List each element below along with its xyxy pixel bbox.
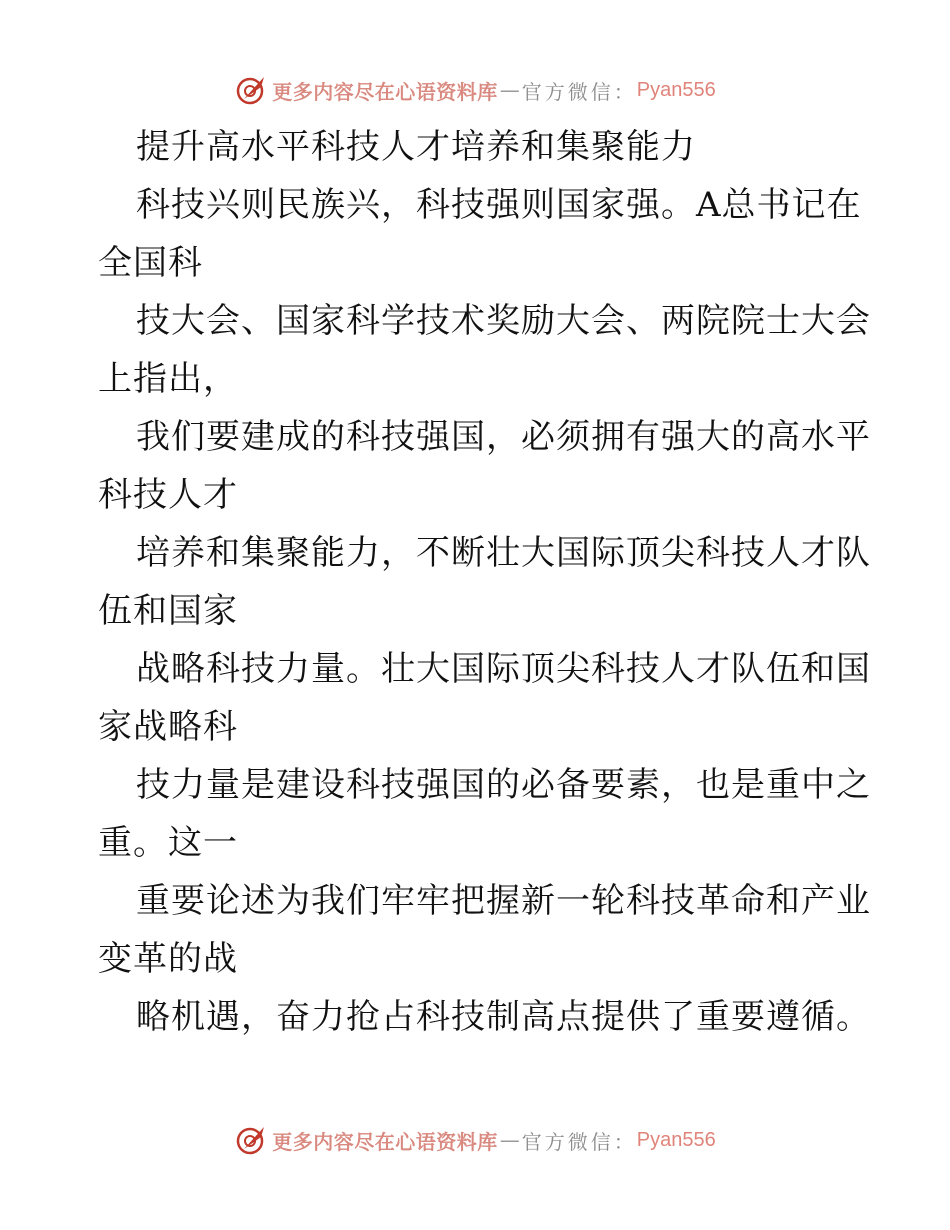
paragraph-line: 培养和集聚能力，不断壮大国际顶尖科技人才队: [136, 533, 871, 573]
paragraph-line: 重。这一: [98, 823, 238, 863]
paragraph-line: 变革的战: [98, 939, 238, 979]
footer-dash: —: [499, 1128, 520, 1152]
header-dash: —: [499, 78, 520, 102]
header-banner: [0, 70, 950, 110]
paragraph-line: 略机遇，奋力抢占科技制高点提供了重要遵循。: [136, 997, 871, 1037]
paragraph-line: 全国科: [98, 243, 203, 283]
quill-logo-icon: [234, 1123, 268, 1157]
paragraph-line: 技大会、国家科学技术奖励大会、两院院士大会: [136, 301, 871, 341]
header-wechat-label: 官方微信：: [521, 79, 637, 104]
footer-site-text: 更多内容尽在心语资料库: [272, 1129, 498, 1154]
paragraph-line: 伍和国家: [98, 591, 238, 631]
footer-banner: [0, 1120, 950, 1160]
paragraph-line: 上指出，: [98, 359, 238, 399]
quill-logo-icon: [234, 73, 268, 107]
paragraph-line: 我们要建成的科技强国，必须拥有强大的高水平: [136, 417, 871, 457]
header-wechat-id: Pyan556: [636, 78, 716, 101]
footer-wechat-label: 官方微信：: [521, 1129, 637, 1154]
paragraph-line: 科技兴则民族兴，科技强则国家强。A总书记在: [136, 185, 862, 225]
paragraph-line: 家战略科: [98, 707, 238, 747]
document-body: [98, 118, 871, 1046]
paragraph-line: 技力量是建设科技强国的必备要素，也是重中之: [136, 765, 871, 805]
paragraph-line: 科技人才: [98, 475, 238, 515]
paragraph-line: 重要论述为我们牢牢把握新一轮科技革命和产业: [136, 881, 871, 921]
paragraph-line: 战略科技力量。壮大国际顶尖科技人才队伍和国: [136, 649, 871, 689]
footer-wechat-id: Pyan556: [636, 1128, 716, 1151]
header-site-text: 更多内容尽在心语资料库: [272, 79, 498, 104]
document-title: 提升高水平科技人才培养和集聚能力: [136, 127, 696, 167]
